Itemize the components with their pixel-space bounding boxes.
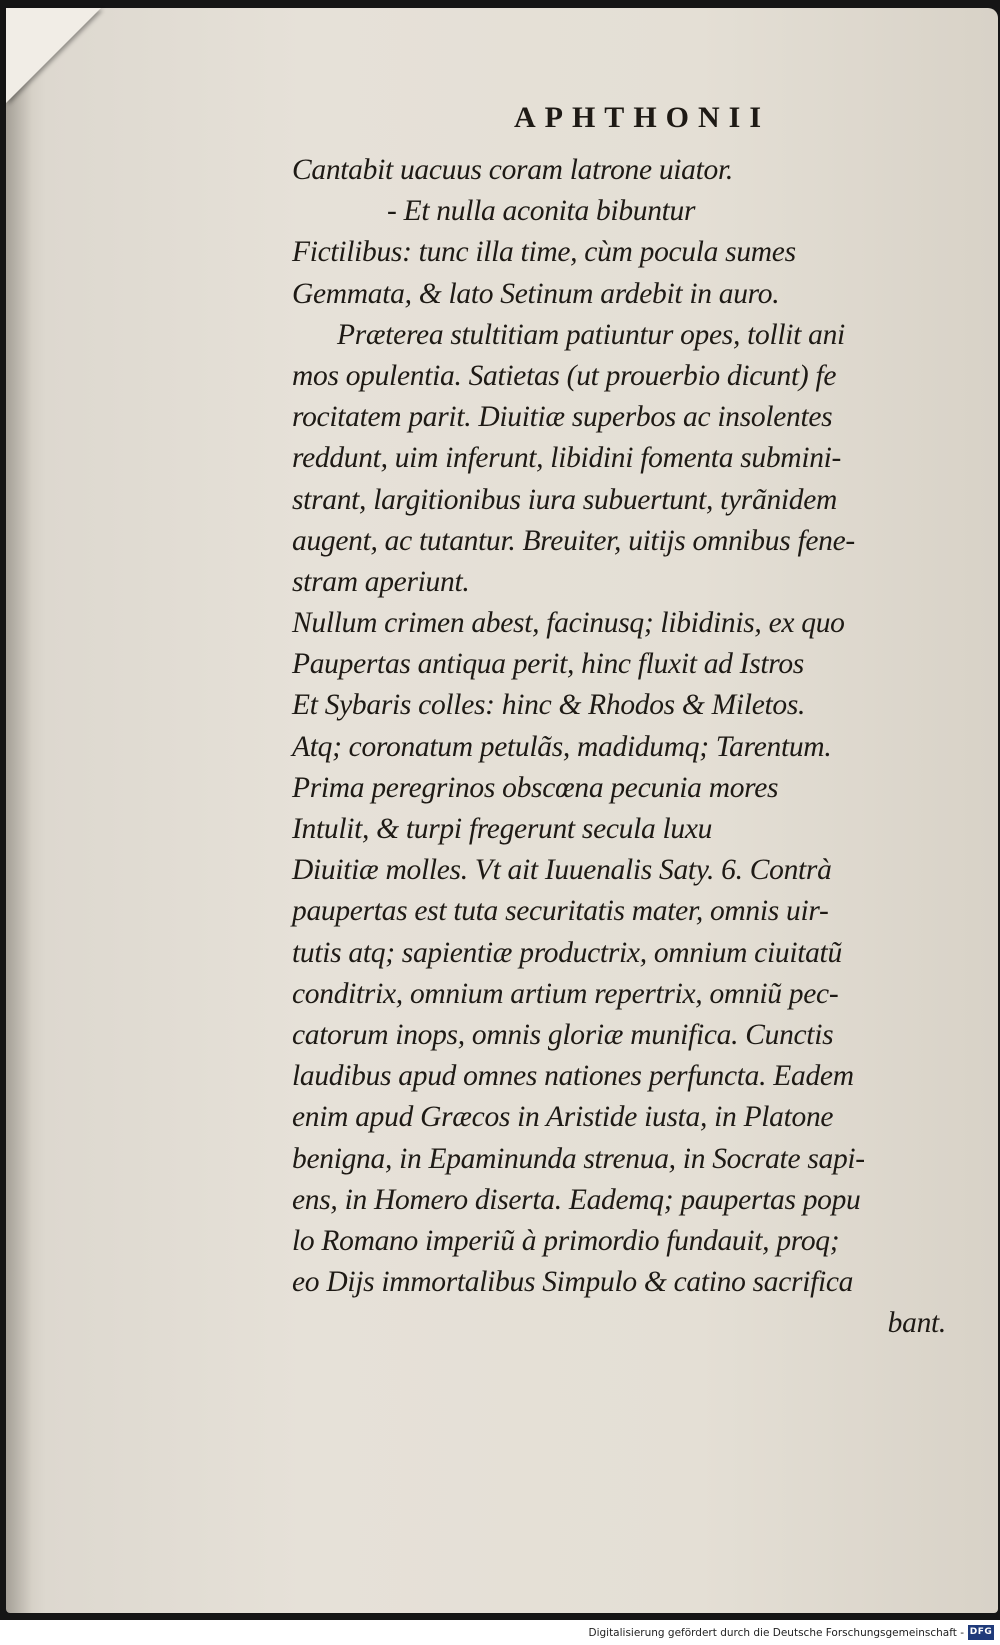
text-line: Paupertas antiqua perit, hinc fluxit ad Istros xyxy=(292,648,804,681)
text-line: rocitatem parit. Diuitiæ superbos ac insolentes xyxy=(292,401,833,434)
text-line: - Et nulla aconita bibuntur xyxy=(387,195,696,228)
text-line: Præterea stultitiam patiuntur opes, tollit ani xyxy=(337,318,845,351)
page-gutter-shadow xyxy=(6,8,32,1613)
text-line: lo Romano imperiũ à primordio fundauit, proq; xyxy=(292,1224,840,1257)
text-line: eo Dijs immortalibus Simpulo & catino sacrifica xyxy=(292,1266,854,1299)
text-line: Atq; coronatum petulãs, madidumq; Tarentum. xyxy=(292,730,832,763)
text-line: benigna, in Epaminunda strenua, in Socrate sapi- xyxy=(292,1142,865,1175)
text-line: augent, ac tutantur. Breuiter, uitijs omnibus fene- xyxy=(292,524,855,557)
page-text-block xyxy=(292,92,952,1344)
text-line: tutis atq; sapientiæ productrix, omnium ciuitatũ xyxy=(292,936,842,969)
text-line: Cantabit uacuus coram latrone uiator. xyxy=(292,154,733,186)
text-line: catorum inops, omnis gloriæ munifica. Cunctis xyxy=(292,1018,834,1051)
folded-corner xyxy=(6,8,101,103)
text-line: Prima peregrinos obscœna pecunia mores xyxy=(292,771,779,804)
text-line: stram aperiunt. xyxy=(292,565,470,598)
text-line: reddunt, uim inferunt, libidini fomenta submini- xyxy=(292,442,842,475)
running-head: APHTHONII xyxy=(513,101,771,134)
text-line: Gemmata, & lato Setinum ardebit in auro. xyxy=(292,277,780,310)
text-line-catchword: bant. xyxy=(887,1307,946,1340)
text-line: conditrix, omnium artium repertrix, omniũ pec- xyxy=(292,977,839,1010)
text-line: Nullum crimen abest, facinusq; libidinis, ex quo xyxy=(292,607,845,640)
text-line: strant, largitionibus iura subuertunt, tyrãnidem xyxy=(292,483,838,516)
text-line: laudibus apud omnes nationes perfuncta. Eadem xyxy=(292,1060,854,1093)
footer-credit: Digitalisierung gefördert durch die Deutsche Forschungsgemeinschaft - xyxy=(588,1627,964,1639)
text-line: ens, in Homero diserta. Eademq; paupertas popu xyxy=(292,1183,861,1216)
text-line: Intulit, & turpi fregerunt secula luxu xyxy=(292,813,713,845)
text-line: paupertas est tuta securitatis mater, omnis uir- xyxy=(292,895,829,928)
text-line: Et Sybaris colles: hinc & Rhodos & Miletos. xyxy=(292,689,806,722)
text-line: Diuitiæ molles. Vt ait Iuuenalis Saty. 6. Contrà xyxy=(292,854,832,887)
dfg-logo: DFG xyxy=(968,1625,994,1640)
text-line: enim apud Græcos in Aristide iusta, in Platone xyxy=(292,1101,834,1134)
text-line: Fictilibus: tunc illa time, cùm pocula sumes xyxy=(292,236,796,269)
text-line: mos opulentia. Satietas (ut prouerbio dicunt) fe xyxy=(292,359,837,392)
